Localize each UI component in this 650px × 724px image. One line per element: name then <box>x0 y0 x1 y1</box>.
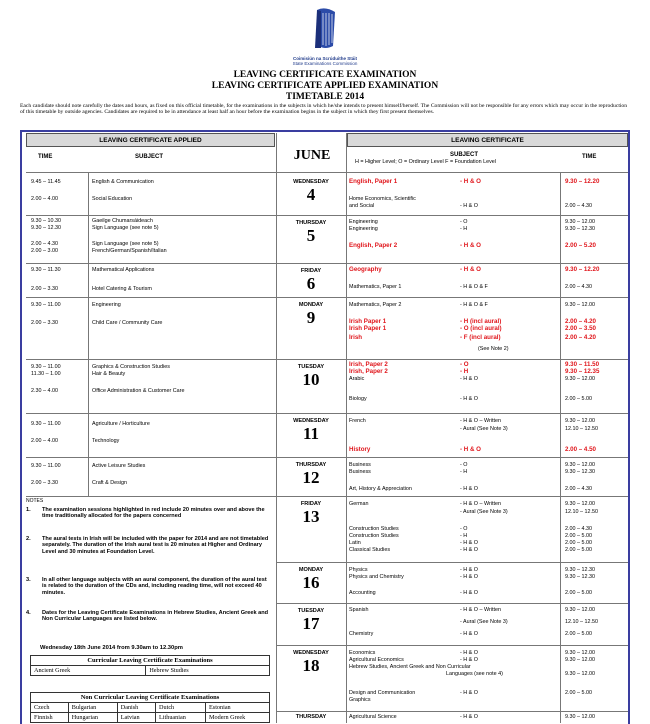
lc-level: - H <box>460 226 468 232</box>
lc-time: 9.30 – 11.50 <box>565 361 600 368</box>
lc-time: 9.30 – 12.30 <box>565 226 595 232</box>
lc-time: 9.30 – 12.00 <box>565 671 595 677</box>
lc-time: 2.00 – 3.50 <box>565 325 596 332</box>
lc-level: - H & O <box>460 396 478 402</box>
timetable-year: TIMETABLE 2014 <box>285 92 365 102</box>
lc-level: - H & O – Written <box>460 418 501 424</box>
lc-subject: Hebrew Studies, Ancient Greek and Non Curricular <box>349 664 471 670</box>
lc-subject: Engineering <box>349 219 378 225</box>
row-separator <box>26 297 628 298</box>
lc-level: - H & O <box>460 178 481 185</box>
lca-time: 2.00 – 3.00 <box>31 248 58 254</box>
lca-time: 9.30 – 10.30 <box>31 218 61 224</box>
lc-subject: Classical Studies <box>349 547 391 553</box>
day-cell: WEDNESDAY 18 <box>293 650 329 675</box>
lc-subject: Irish <box>349 334 363 341</box>
lca-subject: Child Care / Community Care <box>92 320 163 326</box>
lc-subject: Irish Paper 1 <box>349 318 387 325</box>
table-cell: Ancient Greek <box>31 666 146 676</box>
row-separator <box>26 457 628 458</box>
lc-level: - F (incl aural) <box>460 334 501 341</box>
lc-subject: Mathematics, Paper 2 <box>349 302 402 308</box>
lc-level: - Aural (See Note 3) <box>460 619 508 625</box>
lc-level: - O <box>460 462 468 468</box>
lc-level: - H & O & F <box>460 302 488 308</box>
lca-subject: Engineering <box>92 302 121 308</box>
lc-level: - H & O – Written <box>460 501 501 507</box>
lca-subject: English & Communication <box>92 179 154 185</box>
lc-level: - H & O <box>460 714 478 720</box>
lc-time: 12.10 – 12.50 <box>565 509 598 515</box>
lc-time: 2.00 – 4.30 <box>565 203 592 209</box>
lca-col-sep <box>88 172 89 496</box>
lc-time: 9.30 – 12.00 <box>565 462 595 468</box>
lc-time: 2.00 – 4.20 <box>565 334 596 341</box>
lc-time: 2.00 – 5.00 <box>565 690 592 696</box>
lc-subject: Economics <box>349 650 376 656</box>
lca-time: 9.30 – 11.00 <box>31 364 61 370</box>
lc-time: 9.30 – 12.00 <box>565 650 595 656</box>
lca-subject: Sign Language (see note 5) <box>92 241 159 247</box>
lc-level: - H & O – Written <box>460 607 501 613</box>
lca-time: 11.30 – 1.00 <box>31 371 61 377</box>
lc-time: 2.00 – 4.20 <box>565 318 596 325</box>
curricular-table <box>30 655 270 676</box>
row-separator <box>26 263 628 264</box>
noncurricular-table <box>30 692 270 723</box>
lca-time: 2.00 – 4.30 <box>31 241 58 247</box>
lc-time: 9.30 – 12.00 <box>565 376 595 382</box>
noncurricular-heading: Non Curricular Leaving Certificate Examinations <box>31 693 270 703</box>
lc-subject: Arabic <box>349 376 365 382</box>
lca-subject: Social Education <box>92 196 133 202</box>
day-cell: THURSDAY 5 <box>295 220 327 245</box>
lc-time: 12.10 – 12.50 <box>565 426 598 432</box>
lc-subject: Biology <box>349 396 367 402</box>
lc-time: 9.30 – 12.00 <box>565 501 595 507</box>
lc-time: 9.30 – 12.20 <box>565 178 600 185</box>
lca-time: 2.00 – 3.30 <box>31 320 58 326</box>
lc-time: 2.00 – 4.50 <box>565 446 596 453</box>
lc-levels-key: H = Higher Level; O = Ordinary Level F = Foundation Level <box>355 159 496 165</box>
lc-level: - Aural (See Note 3) <box>460 509 508 515</box>
lc-level: - O <box>460 526 468 532</box>
lc-subject: Mathematics, Paper 1 <box>349 284 402 290</box>
lc-time: 9.30 – 12.00 <box>565 302 595 308</box>
lc-time: 9.30 – 12.30 <box>565 567 595 573</box>
lc-subject: Spanish <box>349 607 369 613</box>
row-separator <box>26 413 628 414</box>
lc-subject: German <box>349 501 369 507</box>
table-cell: Latvian <box>117 713 155 723</box>
day-cell: MONDAY 9 <box>298 302 324 327</box>
lca-subject: Sign Language (see note 5) <box>92 225 159 231</box>
lc-subject: Irish Paper 1 <box>349 325 387 332</box>
lca-subject: Hair & Beauty <box>92 371 126 377</box>
row-separator <box>26 359 628 360</box>
lc-level: - H & O <box>460 574 478 580</box>
lc-time-header: TIME <box>582 154 597 160</box>
session-note: Wednesday 18th June 2014 from 9.30am to 12.30pm <box>40 645 183 651</box>
lc-subject: Construction Studies <box>349 533 399 539</box>
lc-subject: English, Paper 2 <box>349 242 398 249</box>
lc-level: - H & O <box>460 242 481 249</box>
lc-subject: Design and Communication <box>349 690 416 696</box>
lc-time: 2.00 – 5.00 <box>565 396 592 402</box>
lc-subject: Accounting <box>349 590 376 596</box>
lca-subject: Craft & Design <box>92 480 128 486</box>
lca-subject: French/German/Spanish/Italian <box>92 248 167 254</box>
lc-level: - H & O <box>460 540 478 546</box>
lca-time: 2.00 – 3.30 <box>31 480 58 486</box>
table-cell: Hungarian <box>68 713 117 723</box>
lc-subject: Business <box>349 462 371 468</box>
lc-time: 2.00 – 4.30 <box>565 526 592 532</box>
lc-time: 9.30 – 12.00 <box>565 714 595 720</box>
lc-time: 9.30 – 12.35 <box>565 368 600 375</box>
day-cell: WEDNESDAY 11 <box>293 418 329 443</box>
mid-col-sep-right <box>346 133 347 723</box>
lca-subject: Mathematical Applications <box>92 267 155 273</box>
row-separator <box>277 711 628 712</box>
lc-time: 9.30 – 12.00 <box>565 607 595 613</box>
lc-subject: Chemistry <box>349 631 374 637</box>
lc-time: 2.00 – 4.30 <box>565 486 592 492</box>
lc-subject-header: SUBJECT <box>450 152 479 158</box>
lc-level: - H & O <box>460 376 478 382</box>
table-cell: Dutch <box>156 703 206 713</box>
lc-subject: Engineering <box>349 226 378 232</box>
lca-subject: Graphics & Construction Studies <box>92 364 170 370</box>
lc-level: - H <box>460 469 468 475</box>
day-cell: FRIDAY 6 <box>300 268 322 293</box>
lc-level: - H & O <box>460 547 478 553</box>
lc-time: 9.30 – 12.00 <box>565 219 595 225</box>
lc-level: - H & O <box>460 690 478 696</box>
lca-time: 2.00 – 4.00 <box>31 196 58 202</box>
lc-col-sep <box>560 172 561 723</box>
lca-subject: Agriculture / Horticulture <box>92 421 150 427</box>
page-title: LEAVING CERTIFICATE EXAMINATION <box>233 70 417 80</box>
lc-level: - H & O <box>460 631 478 637</box>
lca-time: 9.30 – 11.00 <box>31 421 61 427</box>
lc-subject: French <box>349 418 366 424</box>
lc-level: - H & O & F <box>460 284 488 290</box>
lc-level: - H & O <box>460 266 481 273</box>
row-separator <box>26 172 628 173</box>
day-cell: WEDNESDAY 4 <box>293 179 329 204</box>
day-cell: THURSDAY 12 <box>295 462 327 487</box>
lca-time: 9.30 – 11.00 <box>31 302 61 308</box>
lca-time: 2.30 – 4.00 <box>31 388 58 394</box>
lc-subject: Home Economics, Scientific <box>349 196 416 202</box>
lc-level: - H & O <box>460 650 478 656</box>
harp-logo-icon <box>311 6 341 52</box>
lca-subject-header: SUBJECT <box>135 154 164 160</box>
lca-subject: Gaeilge Chumarsáideach <box>92 218 153 224</box>
lc-subject: Construction Studies <box>349 526 399 532</box>
lc-level: - H & O <box>460 590 478 596</box>
lca-time: 9.30 – 11.00 <box>31 463 61 469</box>
lc-subject: Business <box>349 469 371 475</box>
row-separator <box>277 603 628 604</box>
lc-subject: Physics and Chemistry <box>349 574 404 580</box>
lca-time: 2.00 – 4.00 <box>31 438 58 444</box>
lca-time-header: TIME <box>38 154 53 160</box>
lca-subject: Office Administration & Customer Care <box>92 388 185 394</box>
lc-time: 9.30 – 12.30 <box>565 469 595 475</box>
lca-subject: Hotel Catering & Tourism <box>92 286 152 292</box>
row-separator <box>26 496 628 497</box>
day-cell: THURSDAY <box>295 714 327 720</box>
notes-heading: NOTES <box>26 498 44 504</box>
lc-level: - H & O <box>460 486 478 492</box>
lca-time: 2.00 – 3.30 <box>31 286 58 292</box>
row-separator <box>277 645 628 646</box>
lc-level: Languages (see note 4) <box>446 671 503 677</box>
row-separator <box>26 215 628 216</box>
table-cell: Danish <box>117 703 155 713</box>
lc-level: - H <box>460 533 468 539</box>
lc-subject: Agricultural Science <box>349 714 397 720</box>
lca-time: 9.30 – 12.30 <box>31 225 61 231</box>
lca-time: 9.30 – 11.30 <box>31 267 61 273</box>
lca-subject: Active Leisure Studies <box>92 463 146 469</box>
lc-subject: Agricultural Economics <box>349 657 404 663</box>
table-cell: Hebrew Studies <box>146 666 270 676</box>
day-cell: FRIDAY 13 <box>300 501 322 526</box>
lc-subject: English, Paper 1 <box>349 178 398 185</box>
day-cell: TUESDAY 10 <box>297 364 325 389</box>
lc-subject: Irish, Paper 2 <box>349 361 388 368</box>
table-cell: Czech <box>31 703 69 713</box>
table-cell: Estonian <box>206 703 270 713</box>
lc-level: - H & O <box>460 446 481 453</box>
lc-subject: and Social <box>349 203 375 209</box>
lc-heading: LEAVING CERTIFICATE <box>347 133 628 147</box>
org-name: Coimisiún na Scrúduithe Stáit <box>292 56 357 61</box>
lc-subject: Graphics <box>349 697 371 703</box>
month-label: JUNE <box>293 148 331 163</box>
table-cell: Bulgarian <box>68 703 117 713</box>
lc-time: 2.00 – 5.00 <box>565 631 592 637</box>
lc-level: (See Note 2) <box>478 346 509 352</box>
lc-level: - Aural (See Note 3) <box>460 426 508 432</box>
lc-subject: Irish, Paper 2 <box>349 368 388 375</box>
day-cell: TUESDAY 17 <box>297 608 325 633</box>
lc-level: - O (incl aural) <box>460 325 502 332</box>
day-cell: MONDAY 16 <box>298 567 324 592</box>
page-subtitle: LEAVING CERTIFICATE APPLIED EXAMINATION <box>211 81 439 91</box>
lc-time: 2.00 – 5.00 <box>565 590 592 596</box>
curricular-heading: Curricular Leaving Certificate Examinations <box>31 656 270 666</box>
lc-time: 2.00 – 5.00 <box>565 533 592 539</box>
lc-subject: Art, History & Appreciation <box>349 486 412 492</box>
lc-time: 2.00 – 5.00 <box>565 540 592 546</box>
lc-time: 9.30 – 12.00 <box>565 418 595 424</box>
lc-level: - H <box>460 368 469 375</box>
lc-level: - O <box>460 361 469 368</box>
intro-text: Each candidate should note carefully the dates and hours, as fixed on this official timetable, for the examinations in the subjects in which he/she intends to present himself/herself. The Commission will not be responsible for any errors which may occur in the reproduction of this timetable by outside agencies. Candidates are required to be in attendance at least half an hour before the examination begins in the subject in which they first present themselves. <box>20 103 628 116</box>
lc-time: 2.00 – 5.00 <box>565 547 592 553</box>
lca-time: 9.45 – 11.45 <box>31 179 61 185</box>
lc-level: - O <box>460 219 468 225</box>
lc-subject: History <box>349 446 371 453</box>
table-cell: Modern Greek <box>206 713 270 723</box>
table-cell: Lithuanian <box>156 713 206 723</box>
lc-time: 2.00 – 4.30 <box>565 284 592 290</box>
table-cell: Finnish <box>31 713 69 723</box>
lc-subject: Physics <box>349 567 368 573</box>
lc-time: 2.00 – 5.20 <box>565 242 596 249</box>
row-separator <box>277 562 628 563</box>
lc-level: - H & O <box>460 567 478 573</box>
lc-time: 9.30 – 12.30 <box>565 574 595 580</box>
lca-subject: Technology <box>92 438 120 444</box>
lc-subject: Geography <box>349 266 382 273</box>
lc-time: 9.30 – 12.00 <box>565 657 595 663</box>
lc-subject: Latin <box>349 540 361 546</box>
lc-level: - H & O <box>460 657 478 663</box>
lca-heading: LEAVING CERTIFICATE APPLIED <box>26 133 275 147</box>
lc-level: - H & O <box>460 203 478 209</box>
lc-time: 12.10 – 12.50 <box>565 619 598 625</box>
lc-level: - H (incl aural) <box>460 318 502 325</box>
org-name-en: State Examinations Commission <box>292 61 358 66</box>
lc-time: 9.30 – 12.20 <box>565 266 600 273</box>
